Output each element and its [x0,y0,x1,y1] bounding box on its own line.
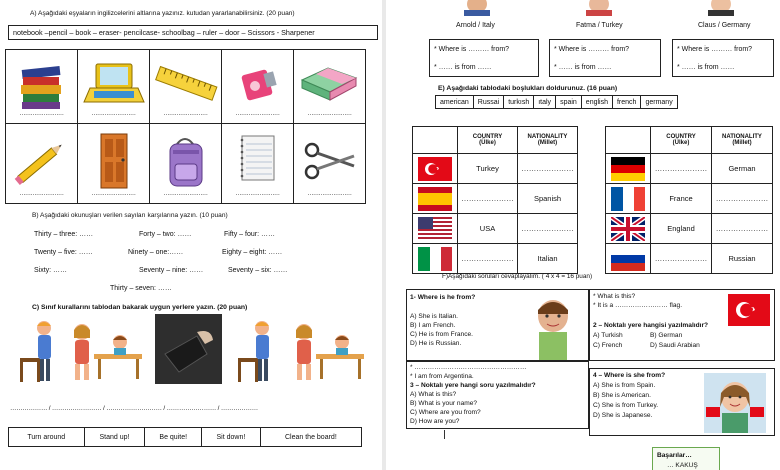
ruler-icon [150,54,221,114]
command-cell: Turn around [9,428,85,447]
text-cursor [444,430,445,439]
number-item[interactable]: Ninety – one:…… [128,249,184,256]
word-cell: american [436,96,474,109]
section-e-title: E) Aşağıdaki tablodaki boşlukları doldurunuz. (16 puan) [438,85,618,92]
schoolbag-icon [150,130,221,192]
where-box [672,39,774,77]
question-3-line[interactable]: * …………………………………………… [410,364,527,371]
word-cell: spain [556,96,582,109]
option-a[interactable]: A) What is this? [410,391,457,398]
where-line[interactable]: * …… is from …… [434,64,492,71]
commands-table [8,427,362,447]
question-2-title: 2 – Noktalı yere hangisi yazılmalıdır? [593,322,709,329]
word-cell: germany [641,96,677,109]
option-d[interactable]: D) How are you? [410,418,460,425]
col-nationality-header: NATIONALITY (Millet) [712,127,773,154]
question-2-box [589,289,775,361]
answer-blank[interactable]: …………………… [235,111,280,117]
command-cell: Stand up! [84,428,145,447]
nationality-cell: German [712,154,773,184]
number-item[interactable]: Thirty – three: …… [34,231,94,238]
country-cell: France [651,184,712,214]
answer-blank[interactable]: …………………… [307,191,352,197]
eraser-icon [294,54,365,114]
word-list-table [435,95,678,109]
books-icon [6,54,77,114]
col-nationality-header: NATIONALITY (Millet) [518,127,578,154]
option-a[interactable]: A) Turkish [593,332,623,339]
nationality-cell[interactable]: ………………… [712,184,773,214]
number-item[interactable]: Fifty – four: …… [224,231,275,238]
number-item[interactable]: Seventy – nine: …… [139,267,204,274]
command-cell: Be quite! [145,428,202,447]
question-2-line[interactable]: * It is a …………………… flag. [593,302,683,309]
nationality-cell: Italian [518,244,578,274]
where-line[interactable]: * Where is ……… from? [434,46,510,53]
option-c[interactable]: C) She is from Turkey. [593,402,659,409]
number-item[interactable]: Sixty: …… [34,267,68,274]
nationality-cell: Russian [712,244,773,274]
where-line[interactable]: * …… is from …… [554,64,612,71]
claus-avatar [704,0,738,16]
word-cell: ıtaly [534,96,556,109]
where-line[interactable]: * Where is ……… from? [554,46,630,53]
answer-blank[interactable]: …………………… [19,111,64,117]
fatma-avatar [582,0,616,16]
girl-photo [704,373,766,433]
answer-blank[interactable]: …………………… [19,191,64,197]
where-line[interactable]: * Where is ……… from? [677,46,753,53]
pencil-icon [6,130,77,192]
option-a[interactable]: A) She is Italian. [410,313,459,320]
grid-cell [294,50,366,124]
rules-answer-blanks[interactable]: ……………… / …………………… / ……………………… / …………………… / ……………… [10,405,258,412]
country-cell: Turkey [458,154,518,184]
person-label: Fatma / Turkey [576,22,623,29]
grid-cell [6,124,78,204]
turn-around-illustration [14,318,66,384]
nationality-cell[interactable]: ………………… [518,214,578,244]
boy-photo [529,296,577,360]
number-item[interactable]: Seventy – six: …… [228,267,288,274]
nationality-table-right [605,126,773,274]
option-b[interactable]: B) What is your name? [410,400,478,407]
success-note [652,447,720,470]
grid-cell [222,50,294,124]
country-cell[interactable]: ………………… [651,154,712,184]
grid-cell [222,124,294,204]
grid-cell [78,124,150,204]
laptop-icon [78,54,149,114]
turkey-flag-icon [418,157,452,181]
door-icon [78,130,149,192]
nationality-cell: Spanish [518,184,578,214]
italy-flag-icon [418,247,452,271]
usa-flag-icon [418,217,452,241]
number-item[interactable]: Forty – two: …… [139,231,192,238]
turkey-flag-icon [728,294,770,326]
spain-flag-icon [418,187,452,211]
country-cell[interactable]: ………………… [458,184,518,214]
success-line: Başarılar… [657,452,692,459]
notebook-icon [222,130,293,192]
germany-flag-icon [611,157,645,181]
uk-flag-icon [611,217,645,241]
nationality-table-left [412,126,578,274]
person-label: Claus / Germany [698,22,751,29]
question-4-title: 4 – Where is she from? [593,372,666,379]
france-flag-icon [611,187,645,211]
russia-flag-icon [611,247,645,271]
col-country-header: COUNTRY (Ülke) [458,127,518,154]
option-c[interactable]: C) French [593,342,623,349]
answer-blank[interactable]: …………………… [163,191,208,197]
question-3-box [406,361,589,429]
grid-cell [294,124,366,204]
sit-down-illustration [232,318,284,384]
number-item[interactable]: Twenty – five: …… [34,249,93,256]
worksheet-page-left [0,0,388,470]
word-cell: turkısh [504,96,534,109]
country-cell[interactable]: ………………… [458,244,518,274]
col-country-header: COUNTRY (Ülke) [651,127,712,154]
option-d[interactable]: D) He is Russian. [410,340,462,347]
word-cell: french [612,96,640,109]
section-b-title: B) Aşağıdaki okunuşları verilen sayıları karşılarına yazın. (10 puan) [32,212,228,219]
question-3-line: * I am from Argentina. [410,373,474,380]
question-1-box [406,289,589,361]
grid-cell [150,50,222,124]
country-cell: England [651,214,712,244]
section-c-title: C) Sınıf kurallarını tablodan bakarak uygun yerlere yazın. (20 puan) [32,304,248,311]
worksheet-page-right [392,0,780,470]
question-3-title: 3 – Noktalı yere hangi soru yazılmalıdır? [410,382,536,389]
arnold-avatar [460,0,494,16]
where-box [429,39,539,77]
scissors-icon [294,130,365,192]
word-cell: Russai [473,96,503,109]
where-box [549,39,661,77]
section-a-title: A) Aşağıdaki eşyaların ingilizcelerini altlarına yazınız. kutudan yararlanabilirsiniz. (20 puan) [30,10,295,17]
answer-blank[interactable]: …………………… [307,111,352,117]
section-f-title: F)Aşağıdaki soruları cevaplayalım. ( 4 x 4 = 16 puan) [442,273,593,280]
grid-cell [150,124,222,204]
command-cell: Sit down! [202,428,261,447]
question-1-title: 1- Where is he from? [410,294,476,301]
word-box-text: notebook –pencil – book – eraser- pencilcase- schoolbag – ruler – door – Scissors - Sharpener [13,28,315,37]
be-quiet-illustration [155,314,222,384]
option-b[interactable]: B) She is American. [593,392,651,399]
nationality-cell[interactable]: ………………… [712,214,773,244]
option-b[interactable]: B) German [650,332,683,339]
command-cell: Clean the board! [260,428,361,447]
country-cell: USA [458,214,518,244]
option-b[interactable]: B) I am French. [410,322,456,329]
number-item[interactable]: Thirty – seven: …… [110,285,172,292]
where-line[interactable]: * …… is from …… [677,64,735,71]
question-2-line: * What is this? [593,293,636,300]
author-line: … KAKUŞ [667,462,698,469]
picture-grid [5,49,366,204]
grid-cell [78,50,150,124]
answer-blank[interactable]: …………………… [235,191,280,197]
page-gutter [382,0,386,470]
option-d[interactable]: D) She is Japanese. [593,412,653,419]
option-c[interactable]: C) Where are you from? [410,409,481,416]
answer-blank[interactable]: …………………… [91,111,136,117]
nationality-cell[interactable]: ………………… [518,154,578,184]
clean-the-board-illustration [290,318,372,384]
option-a[interactable]: A) She is from Spain. [593,382,656,389]
stand-up-illustration [68,318,150,384]
country-cell[interactable]: ………………… [651,244,712,274]
question-4-box [589,368,775,436]
option-d[interactable]: D) Saudi Arabian [650,342,700,349]
option-c[interactable]: C) He is from France. [410,331,474,338]
number-item[interactable]: Eighty – eight: …… [222,249,283,256]
word-cell: english [581,96,612,109]
sharpener-icon [222,54,293,114]
grid-cell [6,50,78,124]
answer-blank[interactable]: …………………… [91,191,136,197]
person-label: Arnold / Italy [456,22,495,29]
word-box [8,25,378,40]
answer-blank[interactable]: …………………… [163,111,208,117]
